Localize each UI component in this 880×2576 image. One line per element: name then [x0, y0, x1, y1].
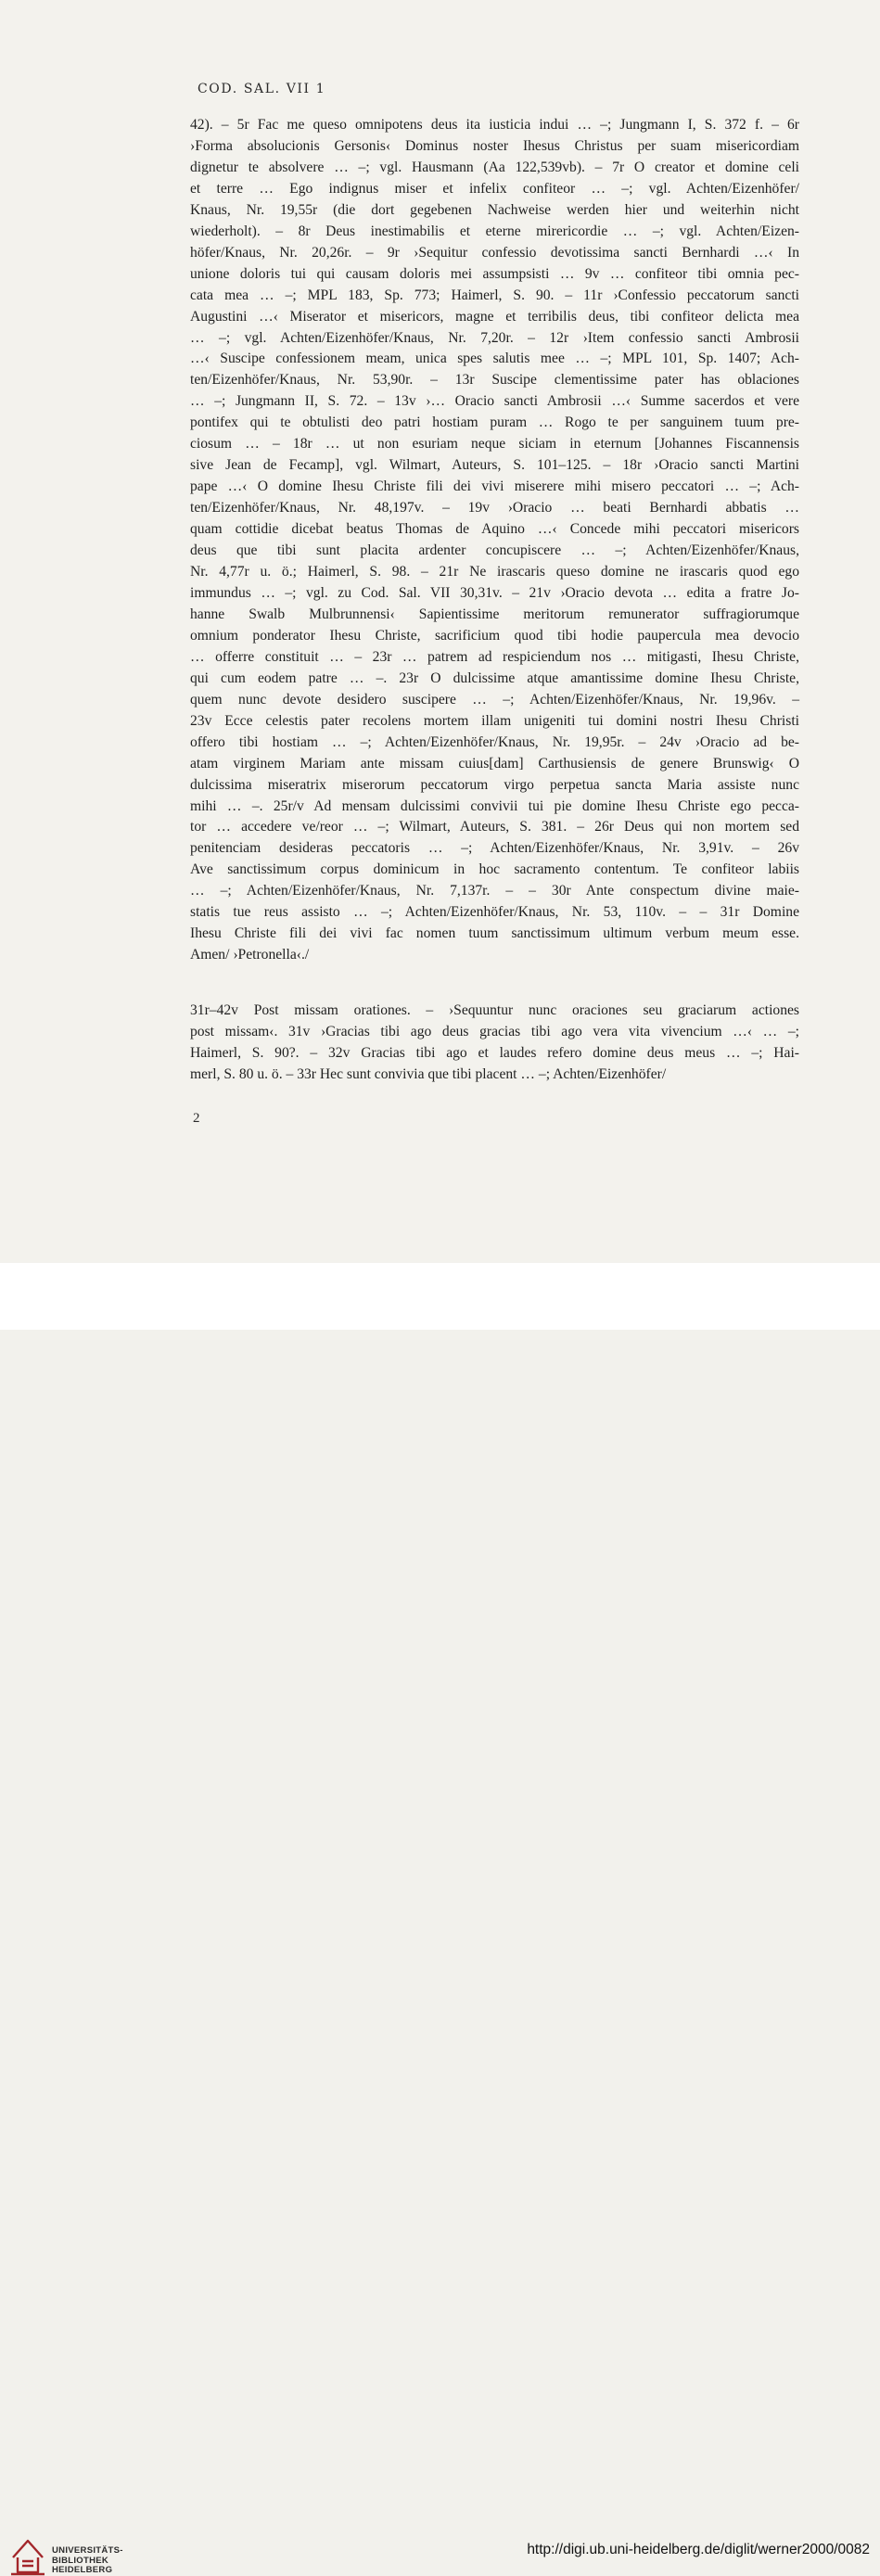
text-line: ›Forma absolucionis Gersonis‹ Dominus noster Ihesus Christus per suam misericordiam: [190, 137, 799, 154]
text-line: et terre … Ego indignus miser et infelix confiteor … –; vgl. Achten/Eizenhöfer/: [190, 180, 799, 197]
text-line: unione doloris tui qui causam doloris mei assumpsisti … 9v … confiteor tibi omnia pec-: [190, 265, 799, 282]
text-line: merl, S. 80 u. ö. – 33r Hec sunt convivia que tibi placent … –; Achten/Eizenhöfer/: [190, 1065, 667, 1082]
text-line: … –; vgl. Achten/Eizenhöfer/Knaus, Nr. 7,20r. – 12r ›Item confessio sancti Ambrosii: [190, 329, 799, 346]
text-line: post missam‹. 31v ›Gracias tibi ago deus gracias tibi ago vera vita vivencium …‹ … –;: [190, 1024, 799, 1040]
text-line: … –; Jungmann II, S. 72. – 13v ›… Oracio sancti Ambrosii …‹ Summe sacerdos et vere: [190, 393, 799, 410]
text-line: sive Jean de Fecamp], vgl. Wilmart, Auteurs, S. 101–125. – 18r ›Oracio sancti Martini: [190, 457, 799, 474]
text-line: statis tue reus assisto … –; Achten/Eizenhöfer/Knaus, Nr. 53, 110v. – – 31r Domine: [190, 904, 799, 921]
text-line: penitenciam desideras peccatoris … –; Achten/Eizenhöfer/Knaus, Nr. 3,91v. – 26v: [190, 840, 799, 857]
manuscript-page: [0, 0, 880, 1263]
text-line: offero tibi hostiam … –; Achten/Eizenhöfer/Knaus, Nr. 19,95r. – 24v ›Oracio ad be-: [190, 733, 799, 750]
paragraph-prayers: [190, 115, 799, 966]
text-line: Haimerl, S. 90?. – 32v Gracias tibi ago et laudes refero domine deus meus … –; Hai-: [190, 1045, 799, 1062]
library-name-line: BIBLIOTHEK: [52, 2555, 109, 2566]
text-line: tor … accedere ve/reor … –; Wilmart, Auteurs, S. 381. – 26r Deus qui non mortem sed: [190, 819, 799, 835]
text-line: … –; Achten/Eizenhöfer/Knaus, Nr. 7,137r. – – 30r Ante conspectum divine maie-: [190, 883, 799, 899]
text-line: Knaus, Nr. 19,55r (die dort gegebenen Nachweise werden hier und weiterhin nicht: [190, 201, 799, 218]
text-line: pape …‹ O domine Ihesu Christe fili dei vivi miserere mihi misero peccatori … –; Ach-: [190, 478, 799, 495]
text-line: deus que tibi sunt placita ardenter concupiscere … –; Achten/Eizenhöfer/Knaus,: [190, 542, 799, 559]
running-head: COD. SAL. VII 1: [198, 82, 326, 96]
text-line: ciosum … – 18r … ut non esuriam neque siciam in eternum [Johannes Fiscannensis: [190, 436, 799, 453]
library-name-line: HEIDELBERG: [52, 2565, 113, 2575]
text-line: Amen/ ›Petronella‹./: [190, 947, 310, 963]
text-line: qui cum eodem patre … –. 23r O dulcissime atque amantissime domine Ihesu Christe,: [190, 670, 799, 686]
text-line: dignetur te absolvere … –; vgl. Hausmann (Aa 122,539vb). – 7r O creator et domine celi: [190, 159, 799, 175]
paragraph-post-missam: [190, 1001, 799, 1086]
text-line: ten/Eizenhöfer/Knaus, Nr. 48,197v. – 19v ›Oracio … beati Bernhardi abbatis …: [190, 500, 799, 516]
paragraph-gap: [190, 966, 799, 1001]
source-url-link[interactable]: http://digi.ub.uni-heidelberg.de/diglit/werner2000/0082: [527, 2542, 870, 2557]
text-line: höfer/Knaus, Nr. 20,26r. – 9r ›Sequitur confessio devotissima sancti Bernhardi …‹ In: [190, 244, 799, 261]
text-line: dulcissima miseratrix miserorum peccatorum virgo perpetua sancta Maria assiste nunc: [190, 776, 799, 793]
text-line: wiederholt). – 8r Deus inestimabilis et eterne mirericordie … –; vgl. Achten/Eizen-: [190, 223, 799, 239]
library-name: [52, 2546, 123, 2576]
text-line: Augustini …‹ Miserator et misericors, magne et terribilis deus, tibi confiteor delicta mea: [190, 308, 799, 325]
text-line: …‹ Suscipe confessionem meam, unica spes salutis mee … –; MPL 101, Sp. 1407; Ach-: [190, 351, 799, 367]
text-line: 23v Ecce celestis pater recolens mortem illam unigeniti tui domini nostri Ihesu Christi: [190, 712, 799, 729]
text-line: 31r–42v Post missam orationes. – ›Sequuntur nunc oraciones seu graciarum actiones: [190, 1002, 799, 1019]
text-line: mihi … –. 25r/v Ad mensam dulcissimi convivii tui pie domine Ihesu Christe ego pecca-: [190, 797, 799, 814]
text-line: ten/Eizenhöfer/Knaus, Nr. 53,90r. – 13r Suscipe clementissime pater has oblaciones: [190, 372, 799, 389]
library-logo-icon: [9, 2537, 46, 2576]
text-line: Ave sanctissimum corpus dominicum in hoc sacramento contentum. Te confiteor labiis: [190, 861, 799, 878]
text-line: quam cottidie dicebat beatus Thomas de Aquino …‹ Concede mihi peccatori misericors: [190, 521, 799, 538]
text-line: quem nunc devote desidero suscipere … –; Achten/Eizenhöfer/Knaus, Nr. 19,96v. –: [190, 691, 799, 708]
text-line: atam virginem Mariam ante missam cuius[dam] Carthusiensis de genere Brunswig‹ O: [190, 755, 799, 772]
catalog-entry-text: [190, 115, 799, 1086]
text-line: hanne Swalb Mulbrunnensi‹ Sapientissime meritorum remunerator suffragiorumque: [190, 606, 799, 622]
text-line: immundus … –; vgl. zu Cod. Sal. VII 30,31v. – 21v ›Oracio devota … edita a fratre Jo-: [190, 584, 799, 601]
text-line: Ihesu Christe fili dei vivi fac nomen tuum sanctissimum ultimum verbum meum esse.: [190, 925, 799, 942]
text-line: cata mea … –; MPL 183, Sp. 773; Haimerl, S. 90. – 11r ›Confessio peccatorum sancti: [190, 287, 799, 303]
text-line: Nr. 4,77r u. ö.; Haimerl, S. 98. – 21r Ne irascaris queso domine ne irascaris quod ego: [190, 564, 799, 580]
page-number: 2: [193, 1111, 200, 1126]
text-line: … offerre constituit … – 23r … patrem ad respiciendum nos … mitigasti, Ihesu Christe,: [190, 648, 799, 665]
text-line: pontifex qui te obtulisti deo patri hostiam puram … Rogo te per sanguinem tuum pre-: [190, 414, 799, 431]
footer-bar: [0, 1263, 880, 2575]
text-line: 42). – 5r Fac me queso omnipotens deus ita iusticia indui … –; Jungmann I, S. 372 f. – 6r: [190, 117, 799, 133]
text-line: omnium ponderator Ihesu Christe, sacrificium quod tibi hodie paupercula mea devocio: [190, 627, 799, 644]
library-name-line: UNIVERSITÄTS-: [52, 2545, 123, 2556]
